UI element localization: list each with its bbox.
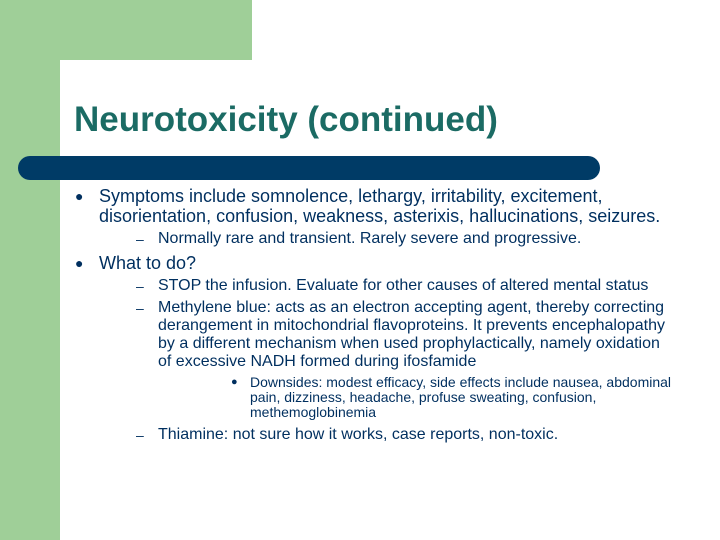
- bullet-text: What to do?: [99, 253, 197, 273]
- sub-sub-bullet-list: [158, 375, 672, 420]
- sub-bullet-stop-infusion: [99, 277, 672, 295]
- dash-icon: –: [136, 427, 144, 443]
- decorative-green-band-left: [0, 0, 60, 540]
- dash-icon: –: [136, 278, 144, 294]
- sub-bullet-rare: [99, 230, 672, 248]
- sub-bullet-text: Normally rare and transient. Rarely severe and progressive.: [158, 230, 582, 247]
- dash-icon: –: [136, 231, 144, 247]
- title-underline-bar: [18, 156, 600, 180]
- sub-sub-bullet-text: Downsides: modest efficacy, side effects include nausea, abdominal pain, dizziness, headache, profuse sweating, confusion, methemoglobinemia: [250, 374, 672, 420]
- bullet-dot-icon: ●: [75, 188, 84, 204]
- bullet-list: [72, 186, 672, 444]
- sub-bullet-methylene-blue: [99, 299, 672, 420]
- sub-bullet-thiamine: [99, 426, 672, 444]
- sub-sub-bullet-downsides: [158, 375, 672, 420]
- bullet-dot-icon: ●: [231, 376, 238, 388]
- sub-bullet-list: [99, 277, 672, 444]
- sub-bullet-text: Methylene blue: acts as an electron accepting agent, thereby correcting derangement in mitochondrial flavoproteins. It prevents encephalopathy by a different mechanism when used prophylactically, namely oxidation of excessive NADH formed during ifosfamide: [158, 299, 665, 370]
- sub-bullet-list: [99, 230, 672, 248]
- dash-icon: –: [136, 300, 144, 316]
- slide-title: Neurotoxicity (continued): [74, 100, 498, 139]
- sub-bullet-text: STOP the infusion. Evaluate for other causes of altered mental status: [158, 277, 649, 294]
- slide-body: [72, 186, 672, 449]
- bullet-text: Symptoms include somnolence, lethargy, irritability, excitement, disorientation, confusion, weakness, asterixis, hallucinations, seizures.: [99, 186, 661, 226]
- bullet-symptoms: [72, 186, 672, 248]
- sub-bullet-text: Thiamine: not sure how it works, case reports, non-toxic.: [158, 426, 559, 443]
- decorative-green-band-top: [0, 0, 252, 60]
- bullet-dot-icon: ●: [75, 255, 84, 271]
- bullet-what-to-do: [72, 253, 672, 444]
